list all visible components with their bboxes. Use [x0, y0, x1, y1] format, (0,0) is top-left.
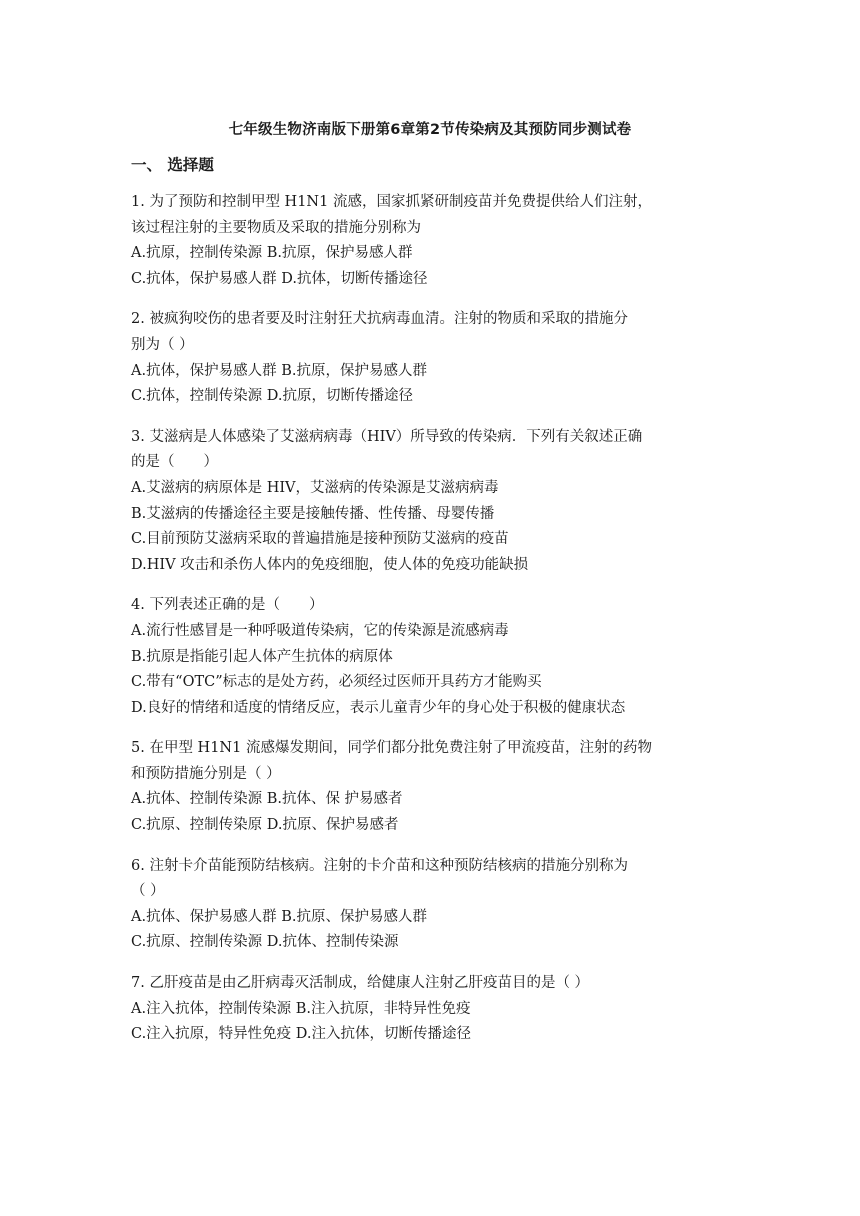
question-7: [131, 971, 741, 1048]
answer-options-line: C.抗体，保护易感人群 D.抗体，切断传播途径: [131, 270, 428, 287]
question-stem-line: 该过程注射的主要物质及采取的措施分别称为: [131, 219, 421, 236]
question-stem-line: 和预防措施分别是（ ）: [131, 765, 281, 782]
answer-options-line: C.抗原、控制传染源 D.抗体、控制传染源: [131, 934, 399, 951]
question-1: [131, 190, 741, 292]
question-stem-line: 7. 乙肝疫苗是由乙肝病毒灭活制成，给健康人注射乙肝疫苗目的是（ ）: [131, 975, 590, 992]
answer-option-a: A.艾滋病的病原体是 HIV，艾滋病的传染源是艾滋病病毒: [131, 479, 499, 496]
question-stem-line: 6. 注射卡介苗能预防结核病。注射的卡介苗和这种预防结核病的措施分别称为: [131, 857, 628, 874]
question-stem-line: （ ）: [131, 883, 165, 900]
answer-option-d: D.良好的情绪和适度的情绪反应，表示儿童青少年的身心处于积极的健康状态: [131, 699, 626, 716]
question-3: [131, 425, 741, 579]
question-6: [131, 854, 741, 956]
question-stem-line: 1. 为了预防和控制甲型 H1N1 流感，国家抓紧研制疫苗并免费提供给人们注射，: [131, 194, 652, 210]
answer-option-b: B.抗原是指能引起人体产生抗体的病原体: [131, 648, 393, 665]
answer-option-c: C.带有“OTC”标志的是处方药，必须经过医师开具药方才能购买: [131, 674, 542, 691]
question-stem-line: 5. 在甲型 H1N1 流感爆发期间，同学们都分批免费注射了甲流疫苗，注射的药物: [131, 740, 652, 757]
answer-options-line: A.抗原，控制传染源 B.抗原，保护易感人群: [131, 245, 413, 262]
question-5: [131, 736, 741, 838]
question-stem-line: 别为（ ）: [131, 336, 194, 353]
answer-options-line: A.注入抗体，控制传染源 B.注入抗原，非特异性免疫: [131, 1000, 471, 1017]
question-4: [131, 593, 741, 721]
section-heading: 一、 选择题: [131, 156, 214, 174]
answer-option-d: D.HIV 攻击和杀伤人体内的免疫细胞，使人体的免疫功能缺损: [131, 556, 529, 573]
answer-option-b: B.艾滋病的传播途径主要是接触传播、性传播、母婴传播: [131, 505, 495, 522]
answer-options-line: A.抗体，保护易感人群 B.抗原，保护易感人群: [131, 362, 427, 379]
answer-option-c: C.目前预防艾滋病采取的普遍措施是接种预防艾滋病的疫苗: [131, 531, 509, 548]
answer-options-line: C.注入抗原，特异性免疫 D.注入抗体，切断传播途径: [131, 1026, 472, 1043]
answer-options-line: A.抗体、控制传染源 B.抗体、保 护易感者: [131, 791, 403, 808]
question-stem-line: 的是（ ）: [131, 454, 218, 471]
question-2: [131, 307, 741, 409]
document-title: 七年级生物济南版下册第6章第2节传染病及其预防同步测试卷: [228, 122, 632, 138]
answer-options-line: C.抗原、控制传染原 D.抗原、保护易感者: [131, 817, 399, 834]
question-list: [131, 190, 741, 1063]
answer-option-a: A.流行性感冒是一种呼吸道传染病，它的传染源是流感病毒: [131, 622, 509, 639]
question-stem-line: 4. 下列表述正确的是（ ）: [131, 597, 324, 614]
answer-options-line: A.抗体、保护易感人群 B.抗原、保护易感人群: [131, 908, 427, 925]
question-stem-line: 3. 艾滋病是人体感染了艾滋病病毒（HIV）所导致的传染病．下列有关叙述正确: [131, 428, 643, 445]
question-stem-line: 2. 被疯狗咬伤的患者要及时注射狂犬抗病毒血清。注射的物质和采取的措施分: [131, 311, 628, 328]
answer-options-line: C.抗体，控制传染源 D.抗原，切断传播途径: [131, 388, 414, 405]
